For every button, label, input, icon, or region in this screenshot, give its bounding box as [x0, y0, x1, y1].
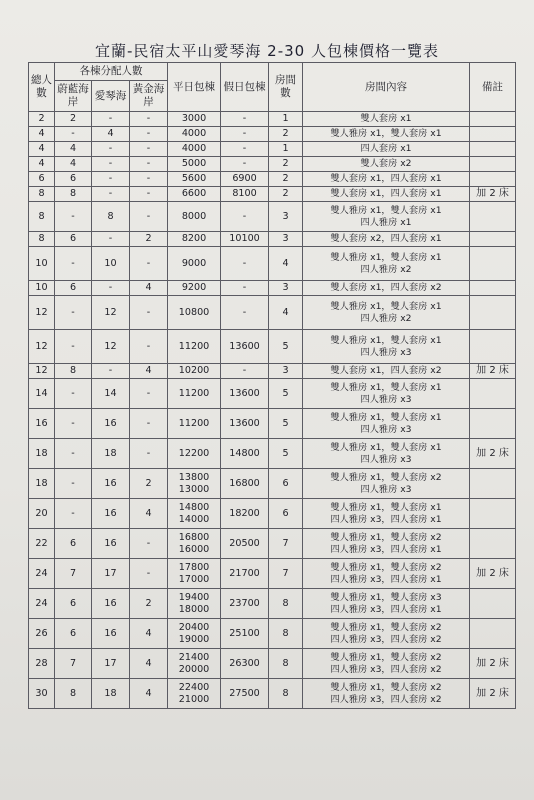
header-note: 備註 — [470, 63, 516, 112]
cell-total: 8 — [29, 187, 55, 202]
cell-huangjin: - — [130, 172, 168, 187]
cell-weekday: 9000 — [168, 247, 221, 281]
cell-holiday: - — [221, 157, 269, 172]
cell-huangjin: - — [130, 187, 168, 202]
cell-aiqin: 16 — [92, 409, 130, 439]
table-row — [29, 649, 516, 679]
table-row — [29, 379, 516, 409]
cell-aiqin: 12 — [92, 296, 130, 330]
table-row — [29, 247, 516, 281]
cell-rooms: 5 — [269, 409, 303, 439]
header-weekday-price: 平日包棟 — [168, 63, 221, 112]
cell-detail: 雙人雅房 x1，雙人套房 x2 四人雅房 x3，四人套房 x2 — [303, 649, 470, 679]
cell-weekday: 17800 17000 — [168, 559, 221, 589]
cell-aiqin: 17 — [92, 649, 130, 679]
cell-huangjin: 4 — [130, 679, 168, 709]
cell-aiqin: - — [92, 281, 130, 296]
cell-total: 6 — [29, 172, 55, 187]
cell-note — [470, 157, 516, 172]
cell-note — [470, 529, 516, 559]
price-table — [28, 62, 516, 709]
cell-rooms: 5 — [269, 439, 303, 469]
table-row — [29, 619, 516, 649]
cell-aiqin: 16 — [92, 619, 130, 649]
header-huangjin: 黃金海岸 — [130, 81, 168, 112]
cell-huangjin: 4 — [130, 364, 168, 379]
table-row — [29, 187, 516, 202]
cell-weilan: - — [55, 469, 92, 499]
cell-holiday: 13600 — [221, 379, 269, 409]
cell-weekday: 21400 20000 — [168, 649, 221, 679]
table-row — [29, 172, 516, 187]
cell-rooms: 7 — [269, 559, 303, 589]
cell-weekday: 12200 — [168, 439, 221, 469]
cell-rooms: 3 — [269, 232, 303, 247]
cell-huangjin: - — [130, 157, 168, 172]
cell-aiqin: 8 — [92, 202, 130, 232]
cell-weekday: 16800 16000 — [168, 529, 221, 559]
cell-note: 加 2 床 — [470, 679, 516, 709]
cell-holiday: 8100 — [221, 187, 269, 202]
cell-note — [470, 247, 516, 281]
cell-weekday: 11200 — [168, 409, 221, 439]
cell-detail: 雙人雅房 x1，雙人套房 x2 四人雅房 x3，四人套房 x2 — [303, 619, 470, 649]
cell-aiqin: 4 — [92, 127, 130, 142]
table-row — [29, 330, 516, 364]
cell-weilan: 8 — [55, 187, 92, 202]
header-aiqin: 愛琴海 — [92, 81, 130, 112]
cell-huangjin: - — [130, 379, 168, 409]
cell-huangjin: 4 — [130, 281, 168, 296]
cell-total: 18 — [29, 469, 55, 499]
price-rows — [29, 112, 516, 709]
cell-note — [470, 232, 516, 247]
cell-note — [470, 142, 516, 157]
header-room-count: 房間數 — [269, 63, 303, 112]
cell-rooms: 1 — [269, 112, 303, 127]
cell-rooms: 7 — [269, 529, 303, 559]
cell-note — [470, 499, 516, 529]
cell-huangjin: 4 — [130, 619, 168, 649]
cell-holiday: 14800 — [221, 439, 269, 469]
cell-detail: 雙人套房 x1，四人套房 x1 — [303, 187, 470, 202]
cell-detail: 雙人雅房 x1，雙人套房 x1 四人雅房 x2 — [303, 247, 470, 281]
cell-holiday: 26300 — [221, 649, 269, 679]
cell-aiqin: 16 — [92, 529, 130, 559]
cell-holiday: - — [221, 202, 269, 232]
cell-huangjin: - — [130, 559, 168, 589]
cell-detail: 四人套房 x1 — [303, 142, 470, 157]
cell-aiqin: 17 — [92, 559, 130, 589]
cell-total: 26 — [29, 619, 55, 649]
cell-aiqin: 16 — [92, 499, 130, 529]
table-row — [29, 409, 516, 439]
cell-detail: 雙人雅房 x1，雙人套房 x3 四人雅房 x3，四人套房 x1 — [303, 589, 470, 619]
cell-detail: 雙人套房 x1，四人套房 x1 — [303, 172, 470, 187]
table-row — [29, 679, 516, 709]
cell-weekday: 3000 — [168, 112, 221, 127]
cell-total: 4 — [29, 142, 55, 157]
header-holiday-price: 假日包棟 — [221, 63, 269, 112]
cell-huangjin: - — [130, 529, 168, 559]
cell-weekday: 8000 — [168, 202, 221, 232]
cell-total: 10 — [29, 247, 55, 281]
cell-rooms: 8 — [269, 619, 303, 649]
cell-weekday: 4000 — [168, 127, 221, 142]
header-weilan: 蔚藍海岸 — [55, 81, 92, 112]
cell-note — [470, 619, 516, 649]
cell-weilan: 8 — [55, 364, 92, 379]
cell-total: 8 — [29, 232, 55, 247]
cell-aiqin: 14 — [92, 379, 130, 409]
cell-detail: 雙人套房 x2 — [303, 157, 470, 172]
table-row — [29, 439, 516, 469]
table-row — [29, 469, 516, 499]
cell-rooms: 8 — [269, 589, 303, 619]
cell-weekday: 10200 — [168, 364, 221, 379]
cell-weekday: 6600 — [168, 187, 221, 202]
cell-rooms: 5 — [269, 379, 303, 409]
cell-detail: 雙人雅房 x1，雙人套房 x2 四人雅房 x3 — [303, 469, 470, 499]
cell-aiqin: - — [92, 112, 130, 127]
cell-holiday: 18200 — [221, 499, 269, 529]
cell-weilan: - — [55, 330, 92, 364]
cell-note: 加 2 床 — [470, 187, 516, 202]
cell-huangjin: - — [130, 330, 168, 364]
cell-note — [470, 409, 516, 439]
cell-note: 加 2 床 — [470, 559, 516, 589]
cell-weilan: 6 — [55, 281, 92, 296]
cell-holiday: - — [221, 364, 269, 379]
cell-weilan: - — [55, 247, 92, 281]
cell-aiqin: 10 — [92, 247, 130, 281]
cell-huangjin: - — [130, 112, 168, 127]
cell-rooms: 4 — [269, 296, 303, 330]
cell-note — [470, 202, 516, 232]
cell-weilan: 6 — [55, 589, 92, 619]
table-row — [29, 529, 516, 559]
cell-note — [470, 296, 516, 330]
cell-weilan: - — [55, 127, 92, 142]
cell-holiday: - — [221, 281, 269, 296]
cell-holiday: 10100 — [221, 232, 269, 247]
header-total: 總人數 — [29, 63, 55, 112]
cell-holiday: - — [221, 112, 269, 127]
cell-weekday: 13800 13000 — [168, 469, 221, 499]
cell-weekday: 11200 — [168, 379, 221, 409]
cell-weilan: 8 — [55, 679, 92, 709]
cell-detail: 雙人雅房 x1，雙人套房 x1 四人雅房 x3 — [303, 439, 470, 469]
cell-weekday: 20400 19000 — [168, 619, 221, 649]
cell-huangjin: - — [130, 439, 168, 469]
cell-detail: 雙人套房 x1，四人套房 x2 — [303, 364, 470, 379]
cell-weilan: - — [55, 379, 92, 409]
cell-weilan: - — [55, 499, 92, 529]
table-row — [29, 296, 516, 330]
cell-note — [470, 379, 516, 409]
cell-note — [470, 330, 516, 364]
cell-note — [470, 281, 516, 296]
cell-total: 24 — [29, 589, 55, 619]
cell-rooms: 3 — [269, 202, 303, 232]
cell-detail: 雙人雅房 x1，雙人套房 x2 四人雅房 x3，四人套房 x1 — [303, 559, 470, 589]
cell-weilan: 7 — [55, 559, 92, 589]
cell-weekday: 19400 18000 — [168, 589, 221, 619]
table-row — [29, 232, 516, 247]
cell-detail: 雙人雅房 x1，雙人套房 x1 四人雅房 x3 — [303, 330, 470, 364]
cell-detail: 雙人雅房 x1，雙人套房 x2 四人雅房 x3，四人套房 x1 — [303, 529, 470, 559]
cell-detail: 雙人雅房 x1，雙人套房 x1 — [303, 127, 470, 142]
cell-huangjin: 2 — [130, 232, 168, 247]
cell-weilan: 6 — [55, 619, 92, 649]
cell-detail: 雙人套房 x1 — [303, 112, 470, 127]
cell-aiqin: - — [92, 172, 130, 187]
cell-holiday: 23700 — [221, 589, 269, 619]
cell-rooms: 6 — [269, 469, 303, 499]
cell-aiqin: - — [92, 364, 130, 379]
cell-detail: 雙人套房 x2，四人套房 x1 — [303, 232, 470, 247]
cell-weilan: - — [55, 409, 92, 439]
cell-total: 14 — [29, 379, 55, 409]
cell-note: 加 2 床 — [470, 649, 516, 679]
cell-detail: 雙人雅房 x1，雙人套房 x1 四人雅房 x1 — [303, 202, 470, 232]
cell-total: 10 — [29, 281, 55, 296]
cell-weilan: - — [55, 439, 92, 469]
cell-note — [470, 589, 516, 619]
cell-rooms: 8 — [269, 649, 303, 679]
cell-note — [470, 127, 516, 142]
cell-huangjin: 2 — [130, 589, 168, 619]
cell-total: 22 — [29, 529, 55, 559]
cell-weilan: 6 — [55, 172, 92, 187]
cell-huangjin: - — [130, 202, 168, 232]
cell-weekday: 14800 14000 — [168, 499, 221, 529]
cell-total: 12 — [29, 296, 55, 330]
cell-rooms: 1 — [269, 142, 303, 157]
cell-total: 12 — [29, 330, 55, 364]
cell-total: 28 — [29, 649, 55, 679]
cell-weilan: 6 — [55, 529, 92, 559]
cell-weilan: 6 — [55, 232, 92, 247]
table-row — [29, 281, 516, 296]
cell-weilan: - — [55, 296, 92, 330]
cell-weekday: 22400 21000 — [168, 679, 221, 709]
page-title: 宜蘭-民宿太平山愛琴海 2-30 人包棟價格一覽表 — [95, 42, 439, 60]
cell-weilan: 2 — [55, 112, 92, 127]
cell-holiday: 21700 — [221, 559, 269, 589]
cell-aiqin: - — [92, 187, 130, 202]
cell-total: 16 — [29, 409, 55, 439]
cell-total: 20 — [29, 499, 55, 529]
cell-aiqin: - — [92, 157, 130, 172]
cell-huangjin: - — [130, 127, 168, 142]
cell-holiday: 25100 — [221, 619, 269, 649]
cell-total: 4 — [29, 127, 55, 142]
cell-weekday: 10800 — [168, 296, 221, 330]
cell-total: 30 — [29, 679, 55, 709]
cell-detail: 雙人雅房 x1，雙人套房 x1 四人雅房 x3，四人套房 x1 — [303, 499, 470, 529]
cell-huangjin: - — [130, 409, 168, 439]
cell-weekday: 11200 — [168, 330, 221, 364]
cell-note — [470, 469, 516, 499]
table-row — [29, 112, 516, 127]
cell-rooms: 8 — [269, 679, 303, 709]
cell-holiday: 13600 — [221, 330, 269, 364]
cell-total: 8 — [29, 202, 55, 232]
cell-holiday: 13600 — [221, 409, 269, 439]
cell-holiday: - — [221, 127, 269, 142]
cell-detail: 雙人雅房 x1，雙人套房 x2 四人雅房 x3，四人套房 x2 — [303, 679, 470, 709]
header-allocation: 各棟分配人數 — [55, 63, 168, 81]
cell-aiqin: - — [92, 142, 130, 157]
cell-total: 4 — [29, 157, 55, 172]
cell-huangjin: 4 — [130, 649, 168, 679]
cell-detail: 雙人雅房 x1，雙人套房 x1 四人雅房 x2 — [303, 296, 470, 330]
table-row — [29, 559, 516, 589]
cell-huangjin: - — [130, 296, 168, 330]
cell-rooms: 3 — [269, 364, 303, 379]
cell-rooms: 2 — [269, 127, 303, 142]
cell-holiday: 27500 — [221, 679, 269, 709]
table-row — [29, 499, 516, 529]
cell-huangjin: - — [130, 142, 168, 157]
cell-holiday: 16800 — [221, 469, 269, 499]
cell-weekday: 5600 — [168, 172, 221, 187]
cell-weilan: - — [55, 202, 92, 232]
cell-weekday: 5000 — [168, 157, 221, 172]
table-row — [29, 364, 516, 379]
table-row — [29, 127, 516, 142]
cell-aiqin: 16 — [92, 589, 130, 619]
cell-holiday: 20500 — [221, 529, 269, 559]
table-row — [29, 202, 516, 232]
cell-rooms: 3 — [269, 281, 303, 296]
cell-note: 加 2 床 — [470, 439, 516, 469]
cell-holiday: 6900 — [221, 172, 269, 187]
cell-aiqin: 16 — [92, 469, 130, 499]
cell-aiqin: 18 — [92, 679, 130, 709]
cell-huangjin: 2 — [130, 469, 168, 499]
cell-weilan: 4 — [55, 157, 92, 172]
cell-huangjin: 4 — [130, 499, 168, 529]
cell-rooms: 5 — [269, 330, 303, 364]
cell-detail: 雙人雅房 x1，雙人套房 x1 四人雅房 x3 — [303, 379, 470, 409]
cell-holiday: - — [221, 247, 269, 281]
cell-weilan: 7 — [55, 649, 92, 679]
cell-note: 加 2 床 — [470, 364, 516, 379]
cell-note — [470, 112, 516, 127]
cell-weekday: 4000 — [168, 142, 221, 157]
cell-total: 24 — [29, 559, 55, 589]
cell-total: 2 — [29, 112, 55, 127]
cell-holiday: - — [221, 296, 269, 330]
header-room-detail: 房間內容 — [303, 63, 470, 112]
table-row — [29, 142, 516, 157]
cell-weekday: 9200 — [168, 281, 221, 296]
cell-note — [470, 172, 516, 187]
cell-rooms: 2 — [269, 172, 303, 187]
cell-aiqin: 12 — [92, 330, 130, 364]
cell-detail: 雙人雅房 x1，雙人套房 x1 四人雅房 x3 — [303, 409, 470, 439]
cell-rooms: 6 — [269, 499, 303, 529]
cell-weekday: 8200 — [168, 232, 221, 247]
cell-total: 18 — [29, 439, 55, 469]
cell-holiday: - — [221, 142, 269, 157]
cell-total: 12 — [29, 364, 55, 379]
cell-huangjin: - — [130, 247, 168, 281]
cell-aiqin: 18 — [92, 439, 130, 469]
cell-weilan: 4 — [55, 142, 92, 157]
cell-rooms: 2 — [269, 187, 303, 202]
cell-rooms: 2 — [269, 157, 303, 172]
cell-detail: 雙人套房 x1，四人套房 x2 — [303, 281, 470, 296]
table-row — [29, 157, 516, 172]
table-row — [29, 589, 516, 619]
cell-aiqin: - — [92, 232, 130, 247]
cell-rooms: 4 — [269, 247, 303, 281]
